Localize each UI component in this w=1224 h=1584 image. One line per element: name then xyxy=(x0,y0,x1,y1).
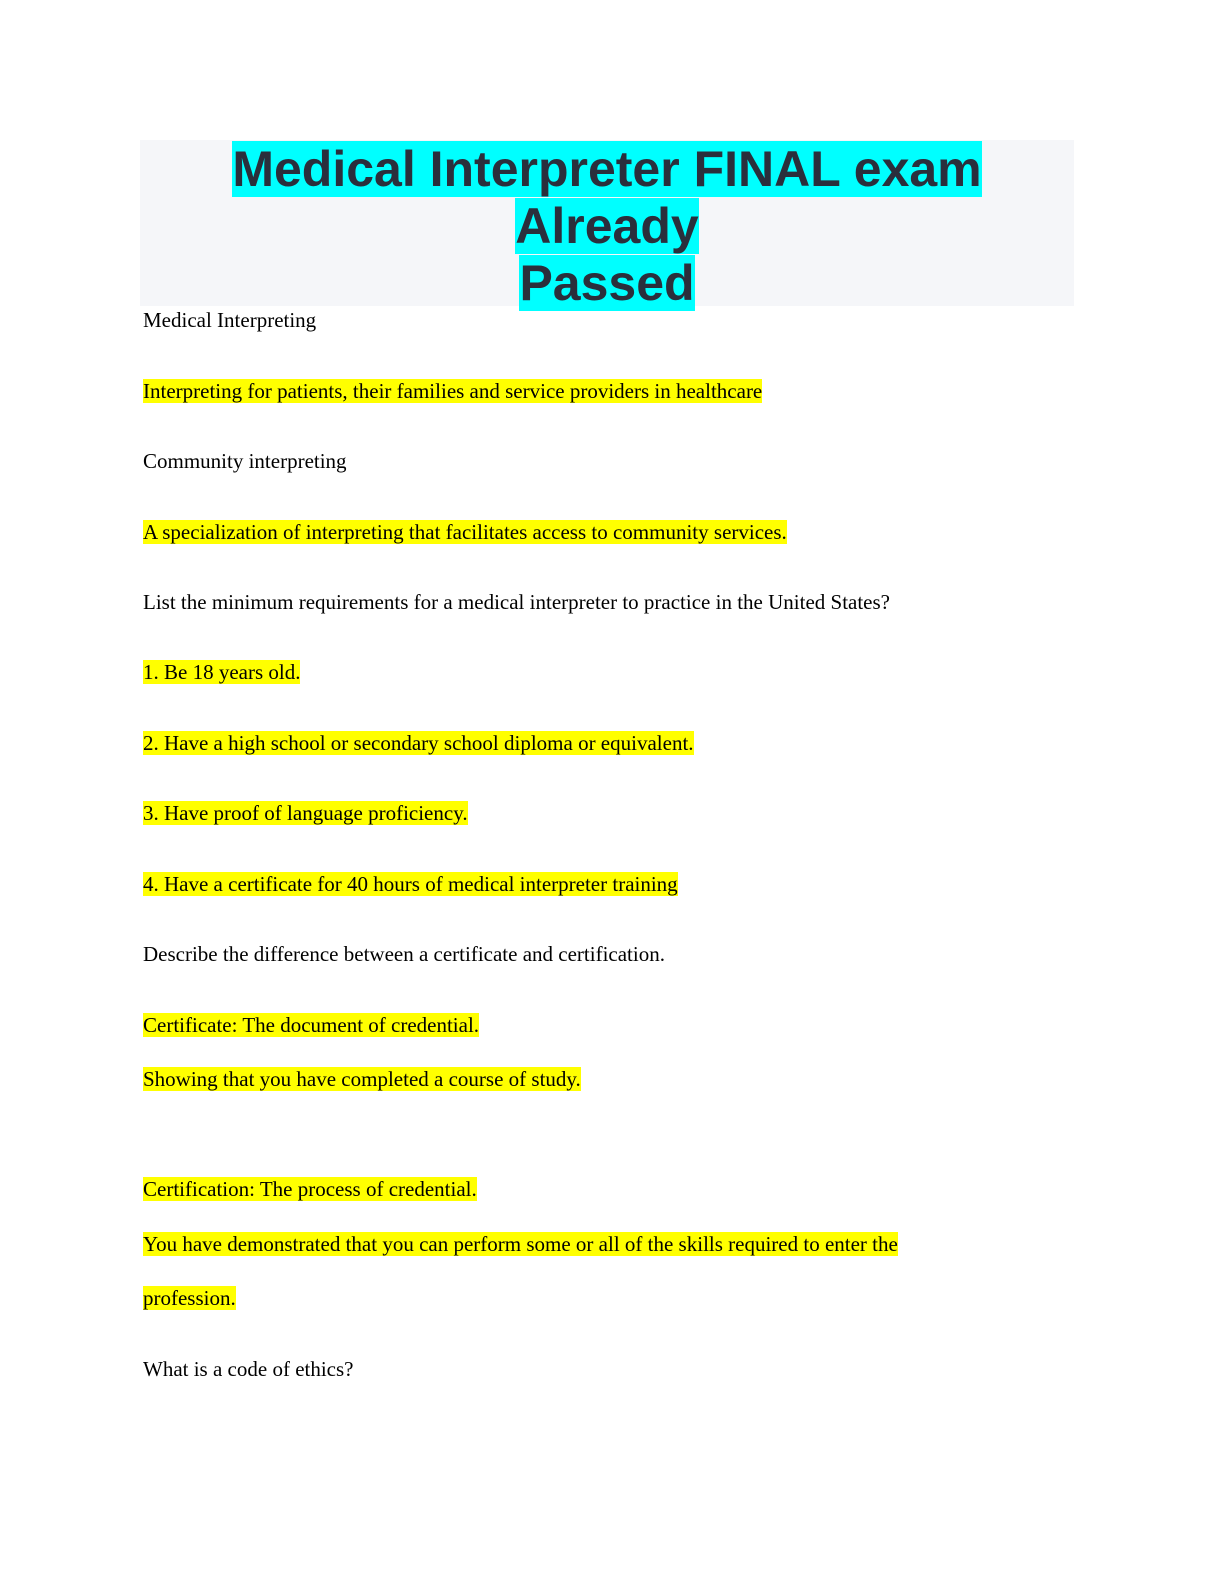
question-line xyxy=(143,1356,354,1382)
line-text: 1. Be 18 years old. xyxy=(143,660,301,684)
answer-line xyxy=(143,871,678,897)
answer-line xyxy=(143,1231,898,1257)
answer-line xyxy=(143,519,787,545)
answer-line xyxy=(143,730,694,756)
question-line xyxy=(143,307,316,333)
answer-line xyxy=(143,800,468,826)
line-text: Describe the difference between a certificate and certification. xyxy=(143,942,665,966)
answer-line xyxy=(143,1012,479,1038)
answer-line xyxy=(143,659,300,685)
answer-line xyxy=(143,378,762,404)
question-line xyxy=(143,589,890,615)
line-text: You have demonstrated that you can perform some or all of the skills required to enter the xyxy=(143,1232,898,1256)
line-text: 2. Have a high school or secondary school diploma or equivalent. xyxy=(143,731,694,755)
line-text: List the minimum requirements for a medical interpreter to practice in the United States? xyxy=(143,590,890,614)
line-text: Showing that you have completed a course of study. xyxy=(143,1067,581,1091)
question-line xyxy=(143,448,347,474)
line-text: What is a code of ethics? xyxy=(143,1357,354,1381)
line-text: 3. Have proof of language proficiency. xyxy=(143,801,468,825)
document-title xyxy=(140,140,1074,312)
line-text: 4. Have a certificate for 40 hours of medical interpreter training xyxy=(143,872,678,896)
title-line-1: Medical Interpreter FINAL exam Already xyxy=(232,141,982,254)
line-text: Medical Interpreting xyxy=(143,308,317,332)
question-line xyxy=(143,941,665,967)
line-text: Certificate: The document of credential. xyxy=(143,1013,480,1037)
line-text: Interpreting for patients, their families and service providers in healthcare xyxy=(143,379,763,403)
answer-line xyxy=(143,1176,477,1202)
title-line-2: Passed xyxy=(519,255,695,311)
line-text: A specialization of interpreting that facilitates access to community services. xyxy=(143,520,787,544)
answer-line xyxy=(143,1285,236,1311)
line-text: Certification: The process of credential. xyxy=(143,1177,477,1201)
title-block xyxy=(140,140,1074,311)
answer-line xyxy=(143,1066,581,1092)
line-text: profession. xyxy=(143,1286,236,1310)
line-text: Community interpreting xyxy=(143,449,347,473)
